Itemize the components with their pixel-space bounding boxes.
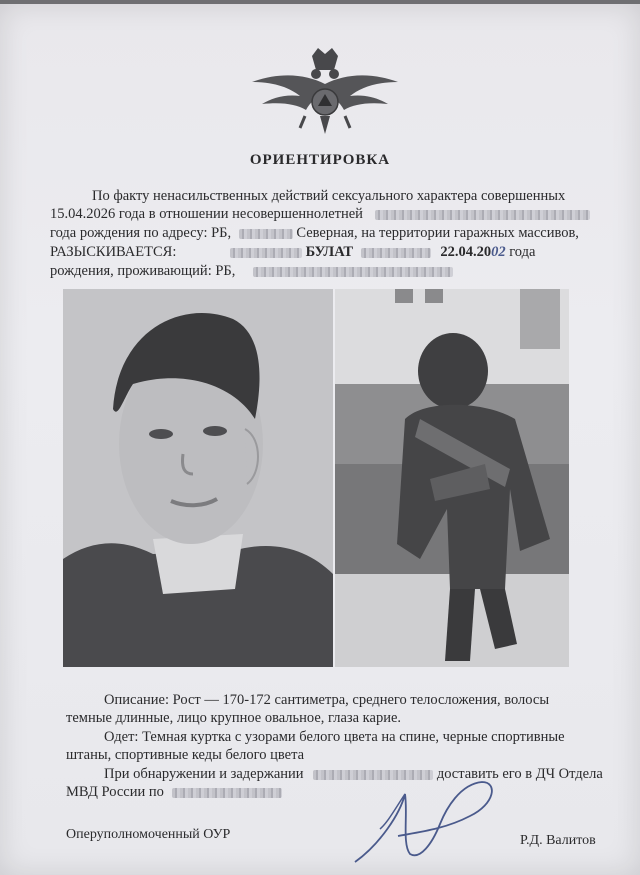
redaction-address xyxy=(239,229,293,239)
document-title: ОРИЕНТИРОВКА xyxy=(249,152,391,168)
clothing-line-2: штаны, спортивные кеды белого цвета xyxy=(66,747,305,763)
suspect-first-name: БУЛАТ xyxy=(305,244,354,260)
text-line-3b: Северная, на территории гаражных массивов, xyxy=(296,225,579,241)
text-line-3a: года рождения по адресу: РБ, xyxy=(50,225,232,241)
clothing-line-1: Одет: Темная куртка с узорами белого цвета на спине, черные спортивные xyxy=(104,729,565,745)
description-line-1: Описание: Рост — 170-172 сантиметра, среднего телосложения, волосы xyxy=(104,692,550,708)
text-line-2 xyxy=(50,205,590,224)
mvd-text: МВД России по xyxy=(66,784,164,800)
wanted-label: РАЗЫСКИВАЕТСЯ: xyxy=(50,244,177,260)
emblem-icon xyxy=(250,44,400,136)
year-word: года xyxy=(509,244,536,260)
redaction-surname xyxy=(230,248,302,258)
description-line-2: темные длинные, лицо крупное овальное, глаза карие. xyxy=(66,710,402,726)
instruction-text-a: При обнаружении и задержании xyxy=(104,766,304,782)
document-page xyxy=(0,4,640,875)
signatory-position: Оперуполномоченный ОУР xyxy=(66,827,231,842)
suspect-dob: 22.04.20 xyxy=(440,244,492,260)
text-line-2-text: 15.04.2026 года в отношении несовершеннолетней xyxy=(50,206,363,222)
redaction-district xyxy=(172,788,282,798)
handwritten-signature xyxy=(350,774,500,869)
text-line-1: По факту ненасильственных действий сексуального характера совершенных xyxy=(92,188,566,204)
text-line-5 xyxy=(50,262,453,281)
suspect-dob-handwritten: 02 xyxy=(491,244,506,260)
redaction-residence xyxy=(253,267,453,277)
residence-label: рождения, проживающий: РБ, xyxy=(50,263,236,279)
redaction-victim xyxy=(375,210,590,220)
text-line-4 xyxy=(50,243,535,262)
suspect-portrait-photo xyxy=(63,289,333,667)
redaction-patronymic xyxy=(361,248,431,258)
instruction-line-2 xyxy=(66,783,282,802)
text-line-3 xyxy=(50,224,579,243)
suspect-surveillance-photo xyxy=(335,289,569,667)
signatory-name: Р.Д. Валитов xyxy=(520,833,596,848)
instruction-text-b: доставить его в ДЧ Отдела xyxy=(436,766,603,782)
